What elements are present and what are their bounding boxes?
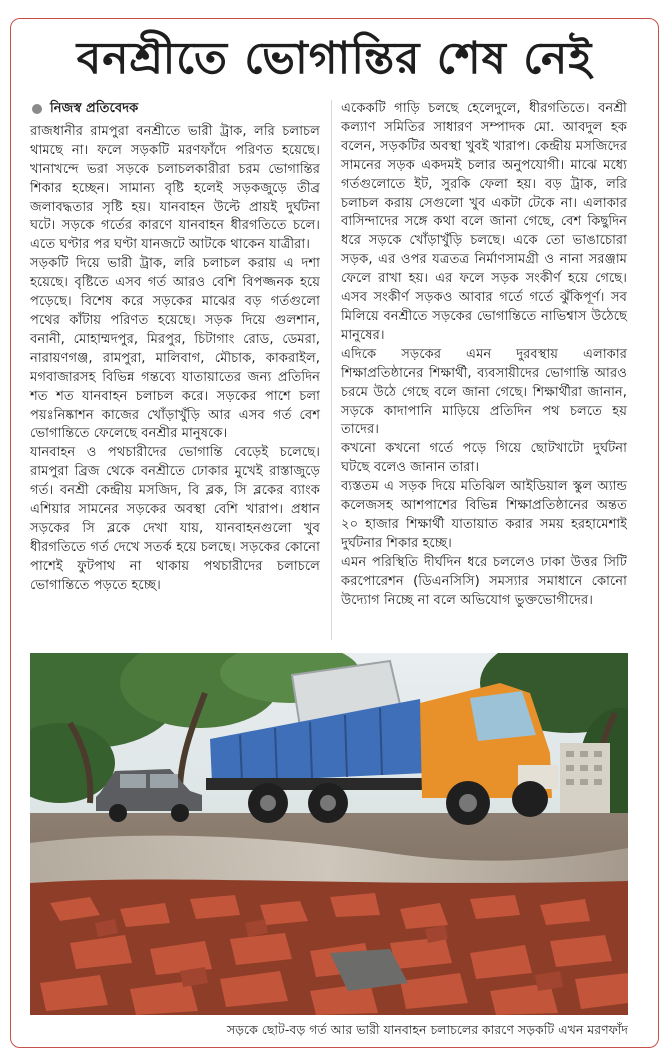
paragraph: যানবাহন ও পথচারীদের ভোগান্তি বেড়েই চলেছে। রামপুরা ব্রিজ থেকে বনশ্রীতে ঢোকার মুখেই রাস্তাজুড়ে গর্ত। বনশ্রী কেন্দ্রীয় মসজিদ, বি ব্লক, সি ব্লকের ব্যাংক এশিয়ার সামনের সড়কের অবস্থা বেশি খারাপ। প্রধান সড়কের সি ব্লকে দেখা যায়, যানবাহনগুলো খুব ধীরগতিতে গর্ত দেখে সতর্ক হয়ে চলছে। সড়কের কোনো পাশেই ফুটপাথ না থাকায় পথচারীদের চলাচলে ভোগান্তিতে পড়তে হচ্ছে। [30,445,320,593]
road-truck-illustration [30,653,628,1015]
paragraph: এদিকে সড়কের এমন দুরবস্থায় এলাকার শিক্ষাপ্রতিষ্ঠানের শিক্ষার্থী, ব্যবসায়ীদের ভোগান্তি আরও চরমে উঠে গেছে বলে জানা গেছে। শিক্ষার্থীরা জানান, সড়কে কাদাপানি মাড়িয়ে প্রতিদিন পথ চলতে হয় তাদের। [341,346,627,438]
paragraph: কখনো কখনো গর্তে পড়ে গিয়ে ছোটখাটো দুর্ঘটনা ঘটছে বলেও জানান তারা। [341,441,627,476]
left-column [30,100,320,596]
bricks [30,879,628,1015]
paragraph: রাজধানীর রামপুরা বনশ্রীতে ভারী ট্রাক, লরি চলাচল থামছে না। ফলে সড়কটি মরণফাঁদে পরিণত হয়েছে। খানাখন্দে ভরা সড়কে চলাচলকারীরা চরম ভোগান্তির শিকার হচ্ছেন। সামান্য বৃষ্টি হলেই সড়কজুড়ে তীব্র জলাবদ্ধতার সৃষ্টি হয়। যানবাহন উল্টে প্রায়ই দুর্ঘটনা ঘটে। সড়কে গর্তের কারণে যানবাহন ধীরগতিতে চলে। এতে ঘণ্টার পর ঘণ্টা যানজটে আটকে থাকেন যাত্রীরা। [30,123,320,253]
headline: বনশ্রীতে ভোগান্তির শেষ নেই [76,33,593,84]
bullet-icon [32,104,42,114]
paragraph: এমন পরিস্থিতি দীর্ঘদিন ধরে চললেও ঢাকা উত্তর সিটি করপোরেশন (ডিএনসিসি) সমস্যার সমাধানে কোনো উদ্যোগ নিচ্ছে না বলে অভিযোগ ভুক্তভোগীদের। [341,554,627,608]
paragraph: একেকটি গাড়ি চলছে হেলেদুলে, ধীরগতিতে। বনশ্রী কল্যাণ সমিতির সাধারণ সম্পাদক মো. আবদুল হক বলেন, সড়কটির অবস্থা খুবই খারাপ। কেন্দ্রীয় মসজিদের সামনের সড়ক একদমই চলার অনুপযোগী। মাঝে মধ্যে গর্তগুলোতে ইট, সুরকি ফেলা হয়। বড় ট্রাক, লরি চলাচল করায় সেগুলো খুব একটা টেকে না। এলাকার বাসিন্দাদের সঙ্গে কথা বলে জানা গেছে, বেশ কিছুদিন ধরে সড়কে খোঁড়াখুঁড়ি চলছে। একে তো ভাঙাচোরা সড়ক, এর ওপর যত্রতত্র নির্মাণসামগ্রী ও নানা সরঞ্জাম ফেলে রাখা হয়। এর ফলে সড়ক সংকীর্ণ হয়ে গেছে। এসব সংকীর্ণ সড়কও আবার গর্তে গর্তে ঝুঁকিপূর্ণ। সব মিলিয়ে বনশ্রীতে সড়কের ভোগান্তিতে নাভিশ্বাস উঠেছে মানুষের। [341,101,627,343]
paragraph: সড়কটি দিয়ে ভারী ট্রাক, লরি চলাচল করায় এ দশা হয়েছে। বৃষ্টিতে এসব গর্ত আরও বেশি বিপজ্জনক হয়ে পড়েছে। বিশেষ করে সড়কের মাঝের বড় গর্তগুলো পথের কাঁটায় পরিণত হয়েছে। সড়ক দিয়ে গুলশান, বনানী, মোহাম্মদপুর, মিরপুর, চিটাগাং রোড, ডেমরা, নারায়ণগঞ্জ, রামপুরা, মালিবাগ, মৌচাক, কাকরাইল, মগবাজারসহ বিভিন্ন গন্তব্যে যাতায়াতের জন্য প্রতিদিন শত শত যানবাহন চলাচল করে। সড়কের পাশে চলা পয়ঃনিষ্কাশন কাজের খোঁড়াখুঁড়ি আর এসব গর্ত বেশ ভোগান্তিতে ফেলেছে বনশ্রীর মানুষকে। [30,256,320,442]
right-column [341,100,627,610]
news-photo [30,653,628,1015]
byline [30,100,320,119]
byline-text: নিজস্ব প্রতিবেদক [50,101,139,116]
column-divider [331,100,332,640]
paragraph: ব্যস্ততম এ সড়ক দিয়ে মতিঝিল আইডিয়াল স্কুল অ্যান্ড কলেজসহ আশপাশের বিভিন্ন শিক্ষাপ্রতিষ্ঠানের অন্তত ২০ হাজার শিক্ষার্থী যাতায়াত করার সময় হরহামেশাই দুর্ঘটনার শিকার হচ্ছে। [341,479,627,551]
photo-caption: সড়কে ছোট-বড় গর্ত আর ভারী যানবাহন চলাচলের কারণে সড়কটি এখন মরণফাঁদ [226,1022,628,1037]
